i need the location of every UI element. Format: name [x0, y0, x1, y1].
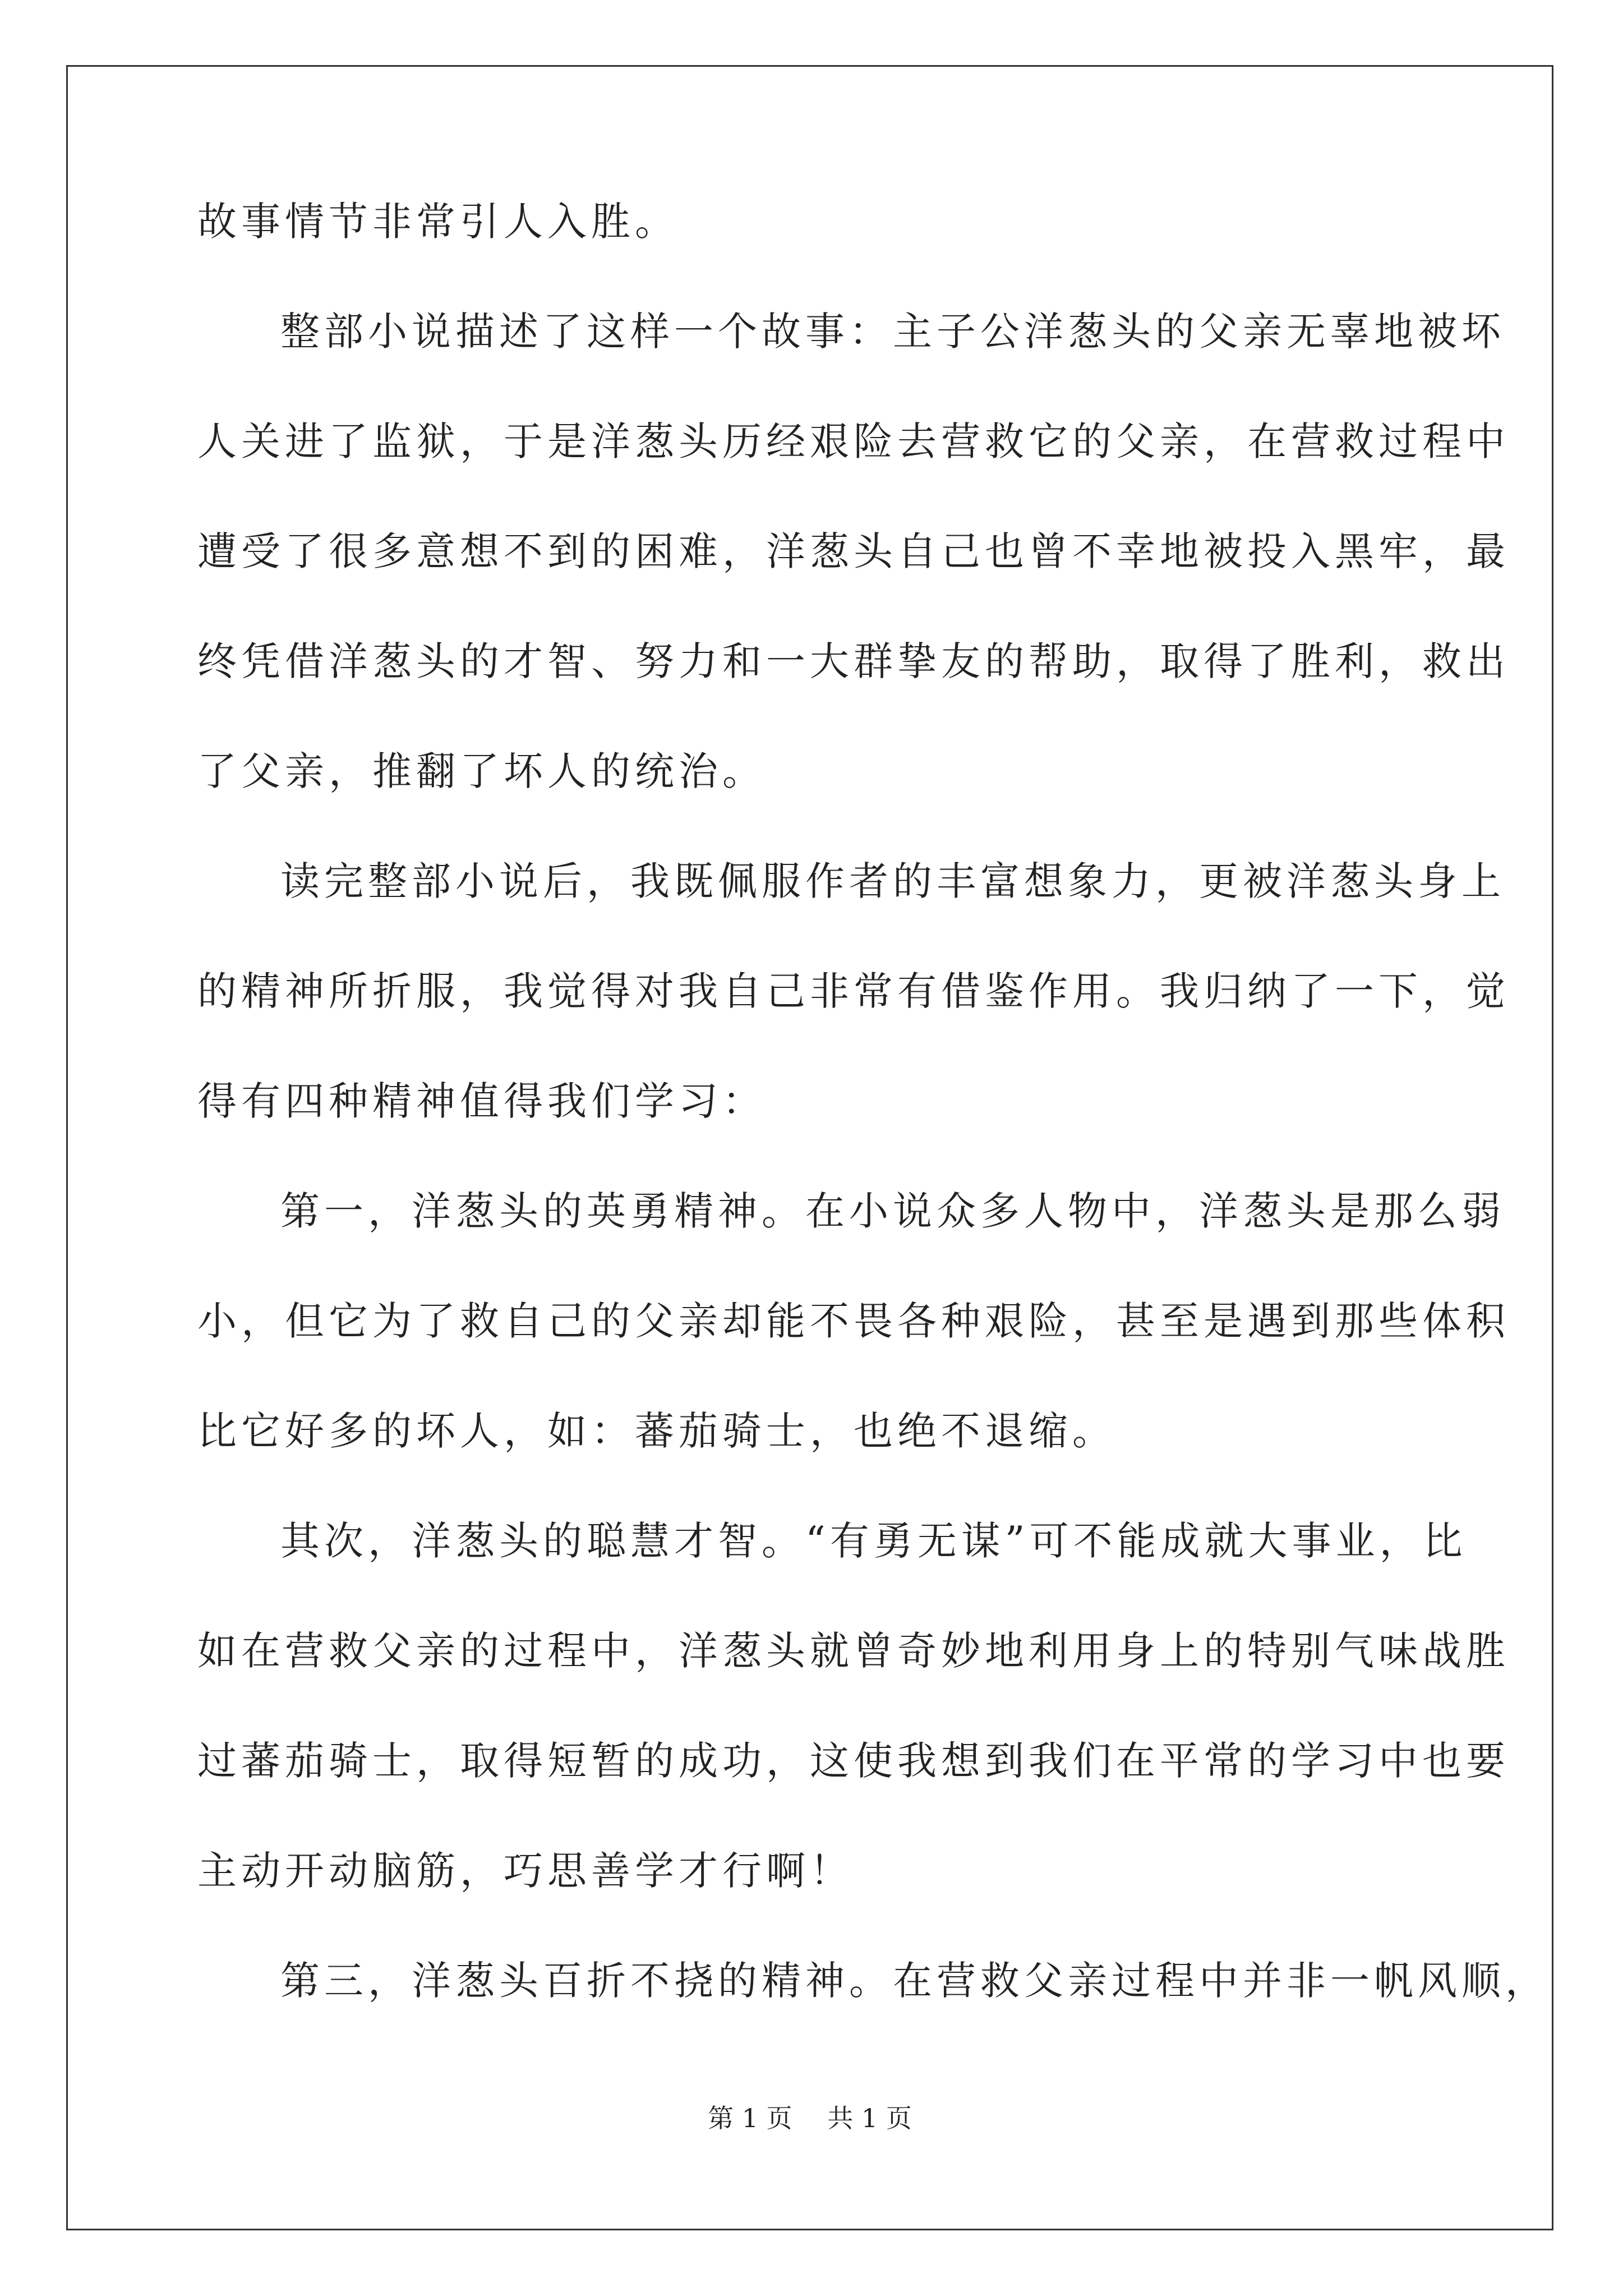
text-line: 过蕃茄骑士，取得短暂的成功，这使我想到我们在平常的学习中也要	[197, 1738, 1510, 1784]
text-line: 终凭借洋葱头的才智、努力和一大群挚友的帮助，取得了胜利，救出	[197, 638, 1510, 684]
text-line: 第三，洋葱头百折不挠的精神。在营救父亲过程中并非一帆风顺，	[280, 1958, 1549, 2004]
text-line: 读完整部小说后，我既佩服作者的丰富想象力，更被洋葱头身上	[280, 858, 1505, 904]
text-line: 小，但它为了救自己的父亲却能不畏各种艰险，甚至是遇到那些体积	[197, 1298, 1510, 1344]
document-body	[197, 199, 1549, 2071]
text-line: 其次，洋葱头的聪慧才智。“有勇无谋”可不能成就大事业，比	[280, 1518, 1467, 1564]
text-line: 了父亲，推翻了坏人的统治。	[197, 748, 766, 794]
text-line: 得有四种精神值得我们学习：	[197, 1078, 766, 1124]
text-line: 遭受了很多意想不到的困难，洋葱头自己也曾不幸地被投入黑牢，最	[197, 528, 1510, 574]
text-line: 第一，洋葱头的英勇精神。在小说众多人物中，洋葱头是那么弱	[280, 1188, 1505, 1234]
page-total: 共 1 页	[827, 2103, 912, 2133]
text-line: 人关进了监狱，于是洋葱头历经艰险去营救它的父亲，在营救过程中	[197, 418, 1510, 464]
page-footer	[66, 2098, 1553, 2135]
text-line: 比它好多的坏人，如：蕃茄骑士，也绝不退缩。	[197, 1408, 1116, 1454]
text-line: 故事情节非常引人入胜。	[197, 199, 679, 245]
text-line: 的精神所折服，我觉得对我自己非常有借鉴作用。我归纳了一下，觉	[197, 968, 1510, 1014]
text-line: 如在营救父亲的过程中，洋葱头就曾奇妙地利用身上的特别气味战胜	[197, 1628, 1510, 1674]
page-number: 第 1 页	[708, 2103, 792, 2133]
text-line: 主动开动脑筋，巧思善学才行啊！	[197, 1848, 854, 1894]
text-line: 整部小说描述了这样一个故事：主子公洋葱头的父亲无辜地被坏	[280, 309, 1505, 355]
